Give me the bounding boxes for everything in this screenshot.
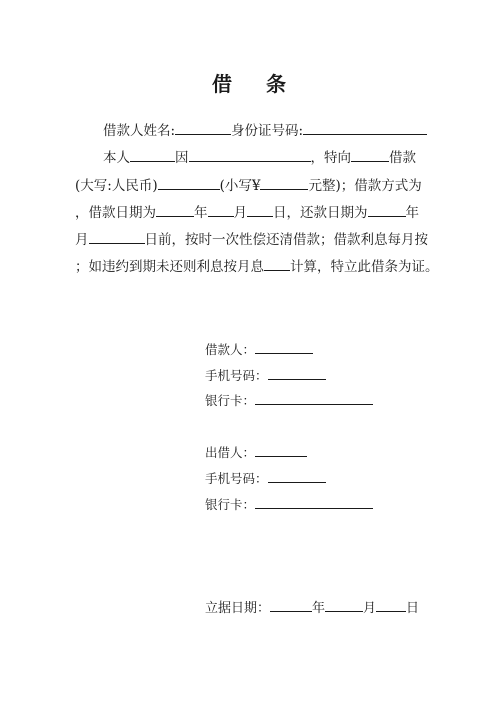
signing-day-label: 日	[406, 601, 420, 616]
borrower-bank-label: 银行卡：	[205, 393, 256, 408]
whole-label: 元整)；借款方式为	[308, 178, 422, 194]
self-name-blank[interactable]	[130, 148, 175, 162]
body-line-1	[103, 121, 427, 139]
loan-year-blank[interactable]	[156, 203, 194, 217]
signing-year-label: 年	[312, 601, 326, 616]
id-number-blank[interactable]	[303, 121, 427, 135]
title-char-1: 借	[212, 72, 234, 96]
body-line-4	[75, 203, 419, 221]
loan-date-label: ，借款日期为	[75, 205, 156, 221]
lowercase-label: (小写¥	[219, 178, 261, 194]
default-clause: ；如违约到期未还则利息按月息	[75, 259, 264, 275]
borrower-bank-blank[interactable]	[255, 391, 373, 405]
loan-year-label: 年	[194, 205, 208, 221]
body-line-6	[75, 257, 439, 275]
return-day-label: 日前，	[144, 232, 185, 248]
id-number-label: 身份证号码:	[231, 123, 304, 139]
signing-month-label: 月	[363, 601, 377, 616]
borrower-signature-row	[205, 340, 313, 358]
lender-phone-row	[205, 469, 326, 487]
borrower-phone-row	[205, 366, 326, 384]
interest-rate-blank[interactable]	[264, 257, 290, 271]
signing-date-row	[205, 598, 419, 617]
lender-bank-row	[205, 495, 373, 513]
signing-date-label: 立据日期：	[205, 601, 271, 616]
borrow-label: 借款	[389, 150, 416, 166]
closing-clause: 计算，特立此借条为证。	[290, 259, 439, 275]
borrower-bank-row	[205, 391, 373, 409]
return-date-label: 日，还款日期为	[273, 205, 368, 221]
return-day-blank[interactable]	[89, 230, 145, 244]
borrower-phone-blank[interactable]	[268, 366, 326, 380]
borrower-name-label: 借款人姓名:	[103, 123, 176, 139]
lender-bank-label: 银行卡：	[205, 497, 256, 512]
reason-blank[interactable]	[189, 148, 311, 162]
lender-blank[interactable]	[351, 148, 389, 162]
signing-year-blank[interactable]	[270, 598, 312, 612]
loan-month-label: 月	[233, 205, 247, 221]
body-line-5	[75, 230, 428, 248]
body-line-3	[75, 176, 422, 194]
body-line-2	[103, 148, 416, 166]
loan-month-blank[interactable]	[208, 203, 234, 217]
lender-signature-blank[interactable]	[255, 443, 307, 457]
borrower-label: 借款人：	[205, 342, 256, 357]
lender-label: 出借人：	[205, 445, 256, 460]
capital-label: (大写:人民币)	[75, 178, 158, 194]
signing-day-blank[interactable]	[376, 598, 406, 612]
specially-to-label: ，特向	[310, 150, 351, 166]
signing-month-blank[interactable]	[325, 598, 363, 612]
because-label: 因	[175, 150, 189, 166]
lender-phone-blank[interactable]	[268, 469, 326, 483]
return-year-blank[interactable]	[368, 203, 406, 217]
lender-bank-blank[interactable]	[255, 495, 373, 509]
loan-day-blank[interactable]	[247, 203, 273, 217]
borrower-phone-label: 手机号码：	[205, 368, 268, 383]
repay-clause: 按时一次性偿还清借款；借款利息每月按	[185, 232, 428, 248]
return-month-label: 月	[75, 232, 89, 248]
self-label: 本人	[103, 150, 130, 166]
lender-phone-label: 手机号码：	[205, 471, 268, 486]
lowercase-amount-blank[interactable]	[260, 176, 308, 190]
capital-amount-blank[interactable]	[158, 176, 220, 190]
borrower-signature-blank[interactable]	[255, 340, 313, 354]
title-char-2: 条	[266, 72, 288, 96]
lender-signature-row	[205, 443, 307, 461]
document-title	[0, 68, 500, 97]
borrower-name-blank[interactable]	[175, 121, 231, 135]
return-year-label: 年	[405, 205, 419, 221]
